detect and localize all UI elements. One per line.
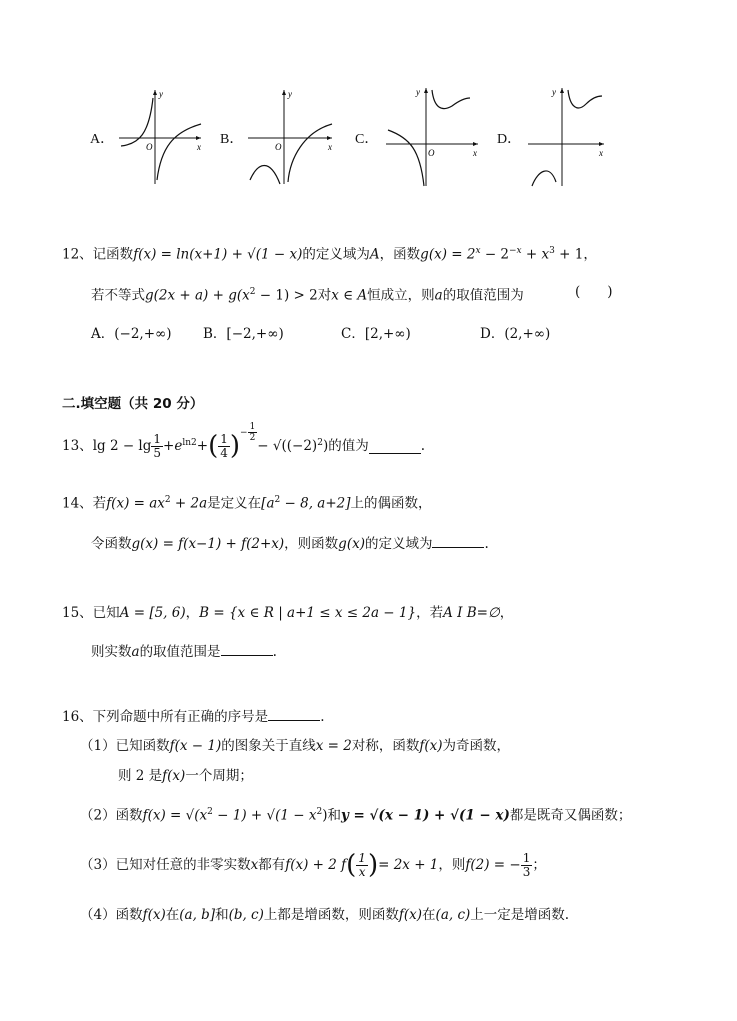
q16-text: 和 [327,807,341,824]
q16-text: 的图象关于直线 [221,738,316,754]
q16-text: （4）函数 [80,907,143,923]
q13-frac-1-5 [151,433,163,460]
q12-option-c-label: C． [341,326,365,342]
q14-interval: − 8, a+2] [280,495,351,512]
q15-text: ，若 [416,605,444,621]
q13-frac-den: 4 [220,445,228,460]
q12-line2 [91,283,524,305]
q16-text: 16、下列命题中所有正确的序号是 [62,709,269,725]
q12-sup: −x [509,246,522,256]
q13-frac-den: 5 [153,445,162,460]
q12-text: 恒成立，则 [367,287,435,304]
q13-frac-den: 2 [249,433,256,443]
graph-c-x-label: x [473,148,477,158]
q16-expr: f(2) = − [465,857,521,873]
q16-expr: ) [322,807,328,824]
q12-sup: 3 [549,246,555,256]
q14-g: g(x) [338,536,365,552]
q15-line1 [62,604,513,622]
q12-option-a [91,325,172,343]
graph-a-origin: O [146,142,153,152]
q16-paren-right: ) [367,850,379,880]
graph-d-x-label: x [599,148,603,158]
q16-expr: (a, b] [179,907,216,923]
option-a-label: A． [90,132,115,147]
q12-number-text: 12、记函数 [62,246,134,263]
q14-f-def: + 2a [170,495,208,512]
q12-option-d-value: (2,+∞) [504,326,551,342]
q12-variable-a: a [434,287,443,304]
q16-expr: − 1) + √(1 − x [212,807,317,824]
q16-frac-den: x [358,864,366,879]
q12-option-c-value: [2,+∞) [364,326,411,342]
q16-expr: f(x) [419,738,443,754]
q13-frac-num: 1 [249,422,256,432]
q16-text: （1）已知函数 [80,738,170,754]
q13-exponent [240,422,257,443]
graph-d-y-label: y [552,87,556,97]
q16-text: 上都是增函数，则函数 [263,907,399,923]
q12-option-b-label: B． [203,326,227,342]
q12-answer-paren: ( ) [575,284,613,300]
q14-text: 是定义在 [207,495,262,512]
q16-frac-1-x [356,852,368,879]
q16-answer-blank[interactable] [268,706,320,721]
q16-period: . [320,709,325,725]
q12-text: 对 [317,287,332,304]
q15-condition: A I B=∅ [443,605,500,621]
q16-text: 都有 [258,857,286,873]
q15-set-b: B = {x ∈ R | a+1 ≤ x ≤ 2a − 1} [199,605,417,621]
q16-frac-den: 3 [522,864,531,879]
q13-answer-blank[interactable] [369,439,421,454]
q13-frac-num: 1 [153,431,162,446]
q16-text: 和 [215,907,229,923]
q12-set-a: A [369,246,380,263]
q16-text: 在 [165,907,180,923]
q16-statement-4 [80,906,569,924]
q14-text: 上的偶函数， [350,495,432,512]
q16-text: 在 [422,907,436,923]
q14-line2 [91,533,489,553]
q16-statement-1-cont [118,767,253,785]
graph-d [524,86,608,188]
option-c-label: C． [355,132,379,147]
q13-expr: ) [322,438,329,454]
q12-text: 的取值范围为 [442,287,524,304]
q15-text: 则实数 [91,644,132,660]
q12-g-def: + x [521,246,550,263]
q14-g-def: g(x) = f(x−1) + f(2+x) [131,536,285,552]
q13-frac-num: 1 [220,431,228,446]
q16-text: 一个周期； [185,768,253,784]
q13-sup: 2 [317,438,323,448]
q16-expr: f(x) [162,768,186,784]
q16-text: （3）已知对任意的非零实数 [80,857,251,873]
q14-interval: [a [261,495,275,512]
q12-sup: 2 [249,287,256,297]
q13-period: . [420,438,426,454]
q15-text: ， [499,605,514,621]
q15-text: 的取值范围是 [139,644,221,660]
q16-expr: f(x) [398,907,423,923]
q15-text: 15、已知 [62,605,120,621]
q15-line2 [91,641,277,661]
q16-expr: f(x) + 2 f [285,857,347,873]
q13-sup: ln2 [182,438,197,448]
q15-text: ， [185,605,200,621]
q13-exp-sign: − [240,427,248,438]
graph-a-x-label: x [197,142,201,152]
q15-answer-blank[interactable] [221,641,273,656]
q14-text: 的定义域为 [364,536,433,552]
q13-paren-left: ( [208,431,219,461]
q16-text: 则 2 是 [118,768,163,784]
q13-frac-1-4 [218,433,230,460]
q16-sup: 2 [316,807,323,817]
q12-line1 [62,242,597,264]
q16-sup: 2 [207,807,213,817]
graph-a [115,88,205,186]
q16-text: 上一定是增函数. [470,907,570,923]
option-b-label: B． [220,132,244,147]
q13-line [62,422,426,464]
q12-g-def: − 2 [480,246,510,263]
option-d-label: D． [497,132,522,147]
q14-text: 14、若 [62,495,107,512]
q16-text: ，则 [438,857,466,873]
q13-expr: + [196,438,209,454]
q16-expr: (a, c) [435,907,471,923]
graph-a-y-label: y [159,89,163,99]
q12-text: ，函数 [379,246,421,263]
q13-paren-right: ) [229,431,241,461]
q12-inequality: − 1) > 2 [255,287,318,304]
q16-text: 都是既奇又偶函数； [509,807,632,824]
q12-option-b-value: [−2,+∞) [226,326,284,342]
q12-inequality: g(2x + a) + g(x [145,287,250,304]
q14-sup: 2 [164,495,171,505]
q14-answer-blank[interactable] [432,533,484,548]
q16-statement-3 [80,845,546,885]
q16-frac-num: 1 [522,850,531,865]
q13-number: 13、 [62,438,93,454]
q16-expr: y = √(x − 1) + √(1 − x) [341,807,510,824]
q16-text: ； [532,857,546,873]
q16-expr: x = 2 [315,738,352,754]
q12-text: 若不等式 [91,287,145,304]
q16-expr: x [250,857,259,873]
q12-option-d [480,325,550,343]
q12-g-def: + 1， [554,246,597,263]
q16-text: 为奇函数， [442,738,510,754]
q14-f-def: f(x) = ax [106,495,165,512]
section-title: 二.填空题（共 20 分） [62,396,204,412]
q16-statement-1 [80,737,510,755]
q13-expr: − √((−2) [257,438,318,454]
q14-text: ，则函数 [284,536,339,552]
graph-c-y-label: y [416,87,420,97]
q14-period: . [484,536,489,552]
q16-paren-left: ( [346,850,357,880]
q13-exp-frac [248,422,258,443]
q16-frac-num: 1 [358,850,366,865]
q12-text: 的定义域为 [302,246,370,263]
q12-option-c [341,325,411,343]
q15-period: . [272,644,277,660]
q14-sup: 2 [274,495,281,505]
graph-b-x-label: x [328,142,332,152]
q16-head [62,706,324,726]
q16-expr: f(x) [142,907,166,923]
q16-expr: f(x − 1) [169,738,222,754]
q12-g-def: g(x) = 2 [420,246,476,263]
q14-text: 令函数 [91,536,132,552]
q16-text: 对称，函数 [351,738,420,754]
q12-condition: x ∈ A [331,287,368,304]
graph-b [244,88,336,186]
q12-f-def: f(x) = ln(x+1) + √(1 − x) [133,246,303,263]
q13-expr: lg 2 − lg [92,438,152,454]
graph-b-y-label: y [288,89,292,99]
q16-expr: (b, c) [228,907,264,923]
q16-statement-2 [80,803,631,825]
graph-c-origin: O [428,148,435,158]
q12-option-d-label: D． [480,326,505,342]
q12-option-a-label: A． [91,326,115,342]
q16-expr: f(x) = √(x [142,807,208,824]
q15-set-a: A = [5, 6) [119,605,186,621]
q15-variable-a: a [131,644,140,660]
q13-text: 的值为 [328,438,369,454]
q16-text: （2）函数 [80,807,143,824]
graph-b-origin: O [275,142,282,152]
q16-frac-1-3 [521,852,533,879]
q13-expr: +e [163,438,183,454]
q12-option-a-value: (−2,+∞) [114,326,172,342]
q16-expr: = 2x + 1 [378,857,439,873]
graph-c [382,86,482,188]
q12-sup: x [475,246,481,256]
q14-line1 [62,491,432,513]
q12-option-b [203,325,284,343]
